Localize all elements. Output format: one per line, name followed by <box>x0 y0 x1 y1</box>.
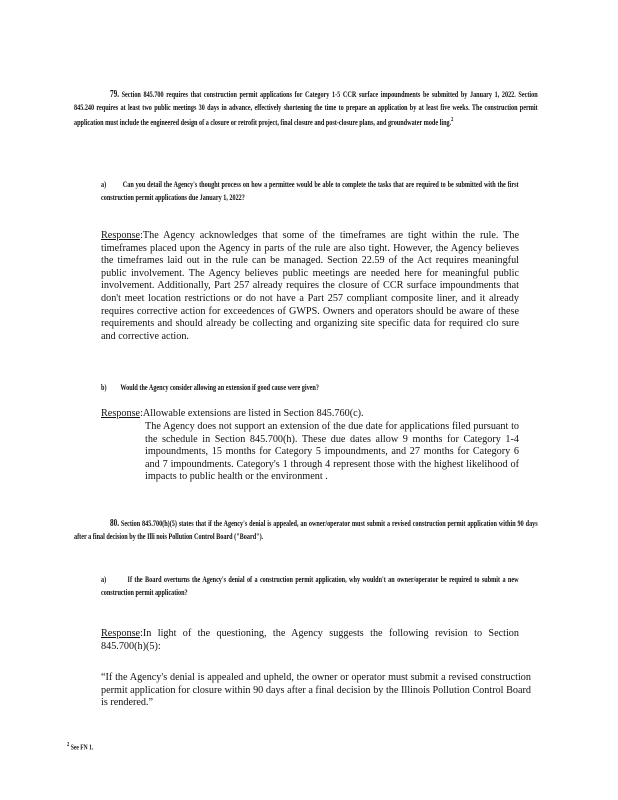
question-80a <box>101 573 519 599</box>
response-text: The Agency does not support an extension of the due date for applications filed pursuant to the schedule in Section 845.700(h). These due dates allow 9 months for Category 1-4 impoundments, 15 months for Category 5 impoundments, and 27 months for Category 6 and 7 impoundments. Category's 1 through 4 represent those with the highest likelihood of impacts to public health or the environment . <box>145 421 519 483</box>
question-text: Section 845.700 requires that construction permit applications for Category 1-5 CCR surface impoundments be submitted by January 1, 2022. Section 845.240 requires at least two public meetings 30 days in advance, effectively shortening the time to prepare an application by at least five weeks. The construction permit application must include the engineered design of a closure or retrofit project, final closure and post-closure plans, and groundwater mode ling. <box>74 89 538 128</box>
question-number: 79. <box>110 89 119 100</box>
subquestion-text: If the Board overturns the Agency's denial of a construction permit application, why wouldn't an owner/operator be required to submit a new construction permit application? <box>101 574 519 598</box>
response-label: Response <box>101 230 141 241</box>
revision-quote <box>101 672 531 710</box>
footnote-reference: 2 <box>451 117 454 124</box>
quote-text: “If the Agency's denial is appealed and upheld, the owner or operator must submit a revised construction permit application for closure within 90 days after a final decision by the Illinois Pollution Control Board is rendered.” <box>101 672 531 709</box>
footnote <box>67 740 163 752</box>
question-number: 80. <box>110 518 119 529</box>
response-79a <box>101 230 519 343</box>
response-79b <box>101 408 519 421</box>
footnote-mark: 2 <box>67 742 70 748</box>
question-80 <box>74 517 538 543</box>
response-text: :In light of the questioning, the Agency suggests the following revision to Section 845.700(h)(5): <box>101 628 519 652</box>
footnote-text: See FN 1. <box>70 743 94 752</box>
question-text: Section 845.700(h)(5) states that if the Agency's denial is appealed, an owner/operator must submit a revised construction permit application within 90 days after a final decision by the Illi nois Pollution Control Board ("Board"). <box>74 518 538 542</box>
response-text: :The Agency acknowledges that some of the timeframes are tight within the rule. The timeframes placed upon the Agency in parts of the rule are also tight. However, the Agency believes the timeframes laid out in the rule can be managed. Section 22.59 of the Act requires meaningful public involvement. The Agency believes public meetings are needed here for meaningful public involvement. Additionally, Part 257 already requires the closure of CCR surface impoundments that don't meet location restrictions or do not have a Part 257 compliant composite liner, and it already requires corrective action for exceedences of GWPS. Owners and operators should be aware of these requirements and should already be collecting and organizing site specific data for required clo sure and corrective action. <box>101 230 519 342</box>
subquestion-label: a) <box>101 574 107 584</box>
subquestion-text: Can you detail the Agency's thought process on how a permittee would be able to complete the tasks that are required to be submitted with the first construction permit applications due January 1, 2022? <box>101 179 519 203</box>
response-79b-continued <box>145 421 519 484</box>
question-79 <box>74 88 538 129</box>
response-label: Response <box>101 628 141 639</box>
response-text: :Allowable extensions are listed in Section 845.760(c). <box>140 408 364 419</box>
response-80a <box>101 628 519 653</box>
subquestion-label: b) <box>101 382 107 392</box>
response-label: Response <box>101 408 141 419</box>
question-79b <box>101 381 519 394</box>
question-79a <box>101 178 519 204</box>
subquestion-text: Would the Agency consider allowing an extension if good cause were given? <box>120 382 319 392</box>
subquestion-label: a) <box>101 179 107 189</box>
